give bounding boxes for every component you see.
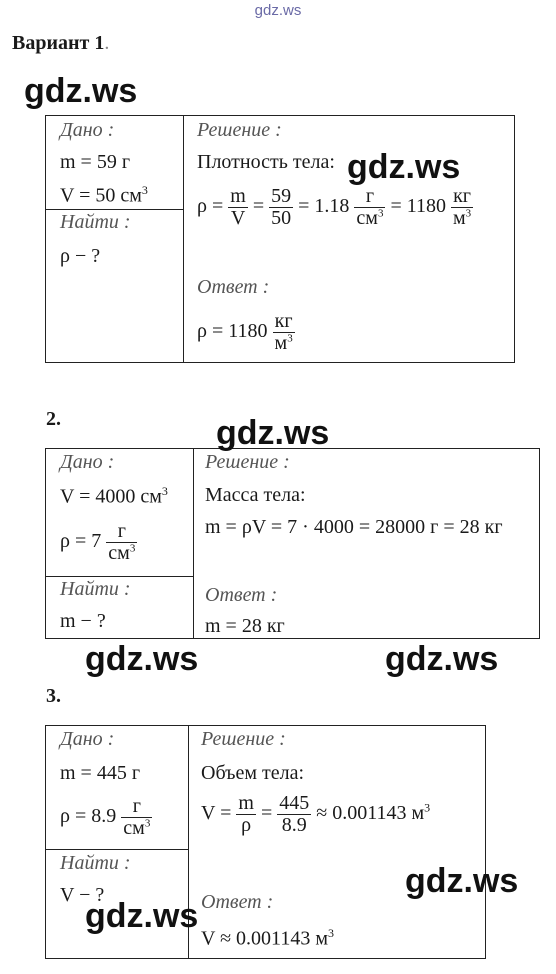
problem-2-number: 2. (46, 408, 61, 430)
p2-unit-cm3 (106, 542, 137, 564)
p1-frac-denominator: V (228, 207, 248, 229)
p2-mass-formula: m = ρV = 7 · 4000 = 28000 г = 28 кг (205, 516, 503, 538)
p1-answer-unit-m: м (274, 332, 288, 354)
p2-solution-label: Решение : (205, 451, 290, 473)
p3-find-label: Найти : (60, 852, 131, 874)
watermark-7: gdz.ws (85, 897, 199, 935)
p1-unit-g: г (365, 185, 375, 207)
p3-given-density-text: ρ = 8.9 (60, 805, 117, 828)
p1-formula-mid: = 1.18 (298, 195, 350, 218)
p2-given-volume-exp: 3 (161, 484, 168, 498)
p3-unit-cm: см (123, 817, 145, 839)
p1-unit-m3 (451, 207, 473, 229)
p1-answer-unit-kg: кг (274, 310, 293, 332)
problem-2-divider (193, 448, 194, 639)
p1-answer-unit-m3 (273, 332, 295, 354)
p1-answer-unit (273, 311, 295, 354)
p1-unit-kg-m3 (451, 186, 473, 229)
problem-2-given-separator (45, 576, 193, 577)
p3-formula-eq: = (260, 802, 273, 825)
p3-answer (201, 926, 334, 951)
p3-formula-lhs: V = (201, 802, 232, 825)
p1-solution-label: Решение : (197, 119, 282, 141)
p2-answer: m = 28 кг (205, 615, 285, 637)
p3-fraction-values (277, 793, 311, 836)
p1-answer-unit-exp: 3 (287, 332, 293, 345)
p1-given-volume-exp: 3 (141, 183, 148, 197)
p3-frac-numerator: m (238, 792, 254, 814)
p3-given-mass: m = 445 г (60, 762, 141, 784)
p3-answer-text: V ≈ 0.001143 м (201, 927, 328, 950)
problem-3-given-separator (45, 849, 188, 850)
p3-unit-g-cm3 (121, 796, 152, 839)
p1-find-value: ρ − ? (60, 245, 101, 267)
p2-answer-label: Ответ : (205, 584, 278, 606)
p2-given-density-text: ρ = 7 (60, 530, 102, 553)
p1-unit-m-exp: 3 (465, 207, 472, 220)
p2-unit-exp: 3 (129, 542, 136, 555)
p3-given-density (60, 796, 152, 839)
watermark-5: gdz.ws (385, 640, 499, 678)
p3-answer-label: Ответ : (201, 891, 274, 913)
p1-answer-label: Ответ : (197, 276, 270, 298)
heading-dot: . (104, 32, 110, 54)
p3-unit-cm3 (121, 817, 152, 839)
p1-frac-numerator: m (230, 185, 246, 207)
p3-unit-exp: 3 (144, 817, 151, 830)
watermark-3: gdz.ws (216, 414, 330, 452)
p1-unit-cm3 (354, 207, 385, 229)
p1-frac-59: 59 (271, 185, 292, 207)
p3-answer-exp: 3 (327, 926, 334, 940)
p1-given-volume-text: V = 50 см (60, 184, 142, 207)
top-watermark: gdz.ws (254, 2, 302, 19)
watermark-4: gdz.ws (85, 640, 199, 678)
p3-frac-89: 8.9 (277, 814, 311, 836)
watermark-2: gdz.ws (347, 148, 461, 186)
p1-fraction-values (269, 186, 293, 229)
p3-unit-g: г (132, 795, 141, 817)
p1-solution-text: Плотность тела: (197, 151, 335, 173)
p2-given-volume (60, 484, 168, 509)
p2-unit-g: г (117, 520, 126, 542)
p3-fraction-m-rho (236, 793, 256, 836)
p1-density-formula (197, 186, 473, 229)
p3-formula-exp: 3 (424, 800, 431, 815)
p2-unit-cm: см (108, 542, 130, 564)
p1-given-volume (60, 183, 148, 208)
p2-given-volume-text: V = 4000 см (60, 485, 162, 508)
p1-unit-cm: см (356, 207, 378, 229)
p3-frac-445: 445 (279, 792, 310, 814)
problem-1-divider (183, 115, 184, 363)
p3-given-label: Дано : (60, 728, 115, 750)
p3-find-value: V − ? (60, 884, 105, 906)
p1-given-mass: m = 59 г (60, 151, 131, 173)
p1-unit-g-cm3 (354, 186, 385, 229)
p3-solution-label: Решение : (201, 728, 286, 750)
p1-formula-eq: = (252, 195, 265, 218)
p2-find-value: m − ? (60, 610, 106, 632)
heading-text: Вариант 1 (12, 32, 105, 54)
p1-unit-exp: 3 (377, 207, 384, 220)
p3-volume-formula (201, 793, 430, 836)
p1-fraction-m-v (228, 186, 248, 229)
p1-frac-50: 50 (271, 207, 292, 229)
problem-3-number: 3. (46, 685, 61, 707)
p1-given-label: Дано : (60, 119, 115, 141)
p1-formula-lhs: ρ = (197, 195, 224, 218)
watermark-6: gdz.ws (405, 862, 519, 900)
page-title (12, 32, 109, 55)
p3-frac-denominator: ρ (236, 814, 256, 836)
p1-unit-m: м (452, 207, 466, 229)
p2-unit-g-cm3 (106, 521, 137, 564)
p2-given-density (60, 521, 137, 564)
p2-solution-text: Масса тела: (205, 484, 306, 506)
p2-find-label: Найти : (60, 578, 131, 600)
p1-find-label: Найти : (60, 211, 131, 233)
p3-formula-result: ≈ 0.001143 м (316, 802, 425, 825)
watermark-1: gdz.ws (24, 72, 138, 110)
p1-unit-kg: кг (453, 185, 472, 207)
p1-answer (197, 311, 295, 354)
p1-formula-result: = 1180 (390, 195, 446, 218)
p3-solution-text: Объем тела: (201, 762, 305, 784)
p1-answer-text: ρ = 1180 (197, 320, 268, 343)
problem-1-given-separator (45, 209, 183, 210)
p2-given-label: Дано : (60, 451, 115, 473)
